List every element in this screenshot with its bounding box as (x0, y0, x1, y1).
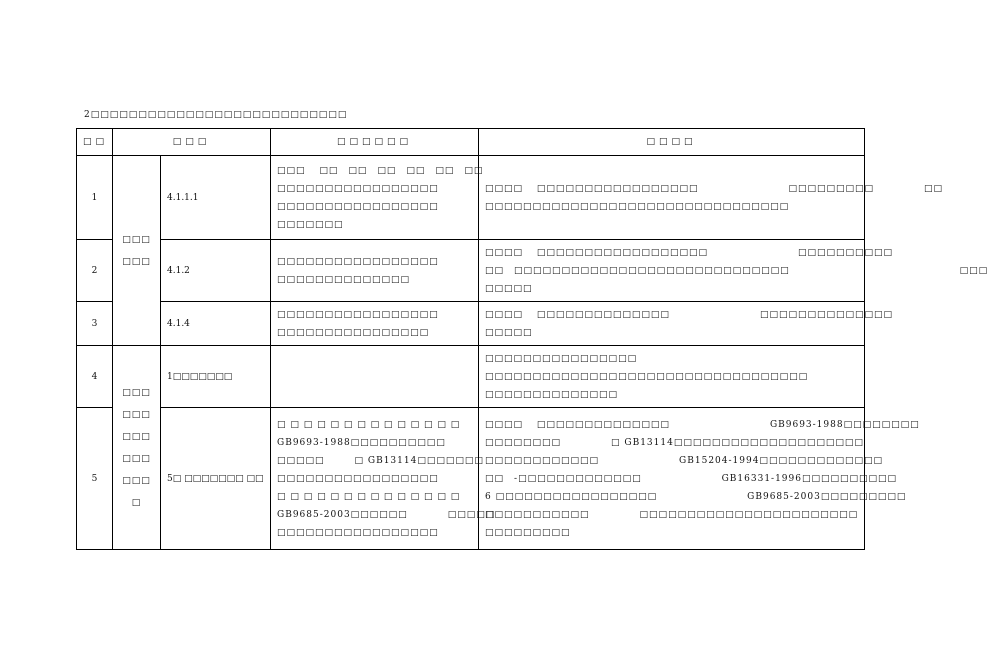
category-cell (113, 346, 161, 550)
requirement-line: □□□□□□□□□□□□□□□□□ (277, 201, 439, 212)
category-line: □□□ (122, 431, 151, 442)
category-cell (113, 156, 161, 346)
result-line: □□□□□ (485, 283, 533, 294)
row-number: 5 (77, 408, 113, 550)
category-line: □□□ (122, 475, 151, 486)
result-line: □□□□□□□□□□□□□□□□□□□□□□□□□□□□□□□□ (485, 201, 790, 212)
result-line: □□□□□□□□□□□ □□□□□□□□□□□□□□□□□□□□□□□ (485, 509, 859, 520)
result-line: 6 □□□□□□□□□□□□□□□□□ GB9685-2003□□□□□□□□□ (485, 491, 907, 502)
row-number: 3 (77, 302, 113, 346)
requirement-cell (271, 408, 496, 550)
table-row (77, 302, 865, 346)
category-line: □□□ (122, 387, 151, 398)
requirement-line: □ □ □ □ □ □ □ □ □ □ □ □ □ □ (277, 491, 461, 502)
category-line: □□□ (122, 453, 151, 464)
header-no: □□ (77, 129, 113, 156)
requirement-cell (271, 346, 479, 408)
table-row (77, 156, 865, 240)
table-row (77, 240, 865, 302)
result-line: □□□□□□□□ □ GB13114□□□□□□□□□□□□□□□□□□□□ (485, 437, 864, 448)
clause-cell: 4.1.2 (161, 240, 271, 302)
requirement-line: □□□□□ □ GB13114□□□□□□□ (277, 455, 484, 466)
category-line: □□□ (122, 234, 151, 245)
clause-cell: 4.1.1.1 (161, 156, 271, 240)
result-line: □□□□□□□□□ (485, 527, 571, 538)
table-row (77, 346, 865, 408)
result-line: □□ □□□□□□□□□□□□□□□□□□□□□□□□□□□□□ □□□ (485, 265, 988, 276)
table-caption: 2□□□□□□□□□□□□□□□□□□□□□□□□□□□ (84, 110, 348, 120)
requirement-cell (271, 156, 484, 240)
header-clause: □□□ (113, 129, 271, 156)
result-line: □□□□□□□□□□□□□□□□□□□□□□□□□□□□□□□□□□ (485, 371, 809, 382)
result-line: □□□□ □□□□□□□□□□□□□□□□□ □□□□□□□□□ □□ (485, 183, 943, 194)
result-line: □□ -□□□□□□□□□□□□□ GB16331-1996□□□□□□□□□□ (485, 473, 898, 484)
requirement-line: □□□□□□□□□□□□□□□□□ (277, 309, 439, 320)
result-line: □□□□ □□□□□□□□□□□□□□ GB9693-1988□□□□□□□□ (485, 419, 920, 430)
requirement-line: □□□□□□□□□□□□□□□□ (277, 327, 430, 338)
header-result: □□□□ (479, 129, 865, 156)
result-cell (479, 240, 988, 302)
table-header-row (77, 129, 865, 156)
requirement-line: □□□□□□□□□□□□□□□□□ (277, 527, 439, 538)
requirement-line: GB9685-2003□□□□□□ □□□□□ (277, 509, 496, 520)
category-line: □ (131, 497, 142, 508)
requirement-line: □□□ □□ □□ □□ □□ □□ □□ (277, 165, 484, 176)
clause-cell: 1□□□□□□□ (161, 346, 271, 408)
requirement-line: □□□□□□□□□□□□□□ (277, 274, 411, 285)
result-cell (479, 156, 943, 240)
clause-cell: 4.1.4 (161, 302, 271, 346)
result-cell (479, 346, 865, 408)
result-line: □□□□ □□□□□□□□□□□□□□□□□□ □□□□□□□□□□ (485, 247, 893, 258)
table-row (77, 408, 865, 550)
compliance-table (76, 128, 988, 550)
requirement-line: □□□□□□□□□□□□□□□□□ (277, 183, 439, 194)
result-cell (479, 408, 920, 550)
header-requirement: □□□□□□ (271, 129, 479, 156)
requirement-line: □ □ □ □ □ □ □ □ □ □ □ □ □ □ (277, 419, 461, 430)
result-line: □□□□□□□□□□□□□□□□ (485, 353, 638, 364)
requirement-line: □□□□□□□ (277, 219, 344, 230)
row-number: 2 (77, 240, 113, 302)
requirement-cell (271, 240, 479, 302)
row-number: 4 (77, 346, 113, 408)
category-line: □□□ (122, 256, 151, 267)
requirement-line: □□□□□□□□□□□□□□□□□ (277, 256, 439, 267)
category-line: □□□ (122, 409, 151, 420)
requirement-line: GB9693-1988□□□□□□□□□□ (277, 437, 446, 448)
result-line: □□□□ □□□□□□□□□□□□□□ □□□□□□□□□□□□□□ (485, 309, 893, 320)
result-cell (479, 302, 893, 346)
requirement-line: □□□□□□□□□□□□□□□□□ (277, 473, 439, 484)
result-line: □□□□□ (485, 327, 533, 338)
result-line: □□□□□□□□□□□□ GB15204-1994□□□□□□□□□□□□□ (485, 455, 883, 466)
result-line: □□□□□□□□□□□□□□ (485, 389, 619, 400)
clause-cell: 5□ □□□□□□□ □□ (161, 408, 271, 550)
row-number: 1 (77, 156, 113, 240)
requirement-cell (271, 302, 479, 346)
